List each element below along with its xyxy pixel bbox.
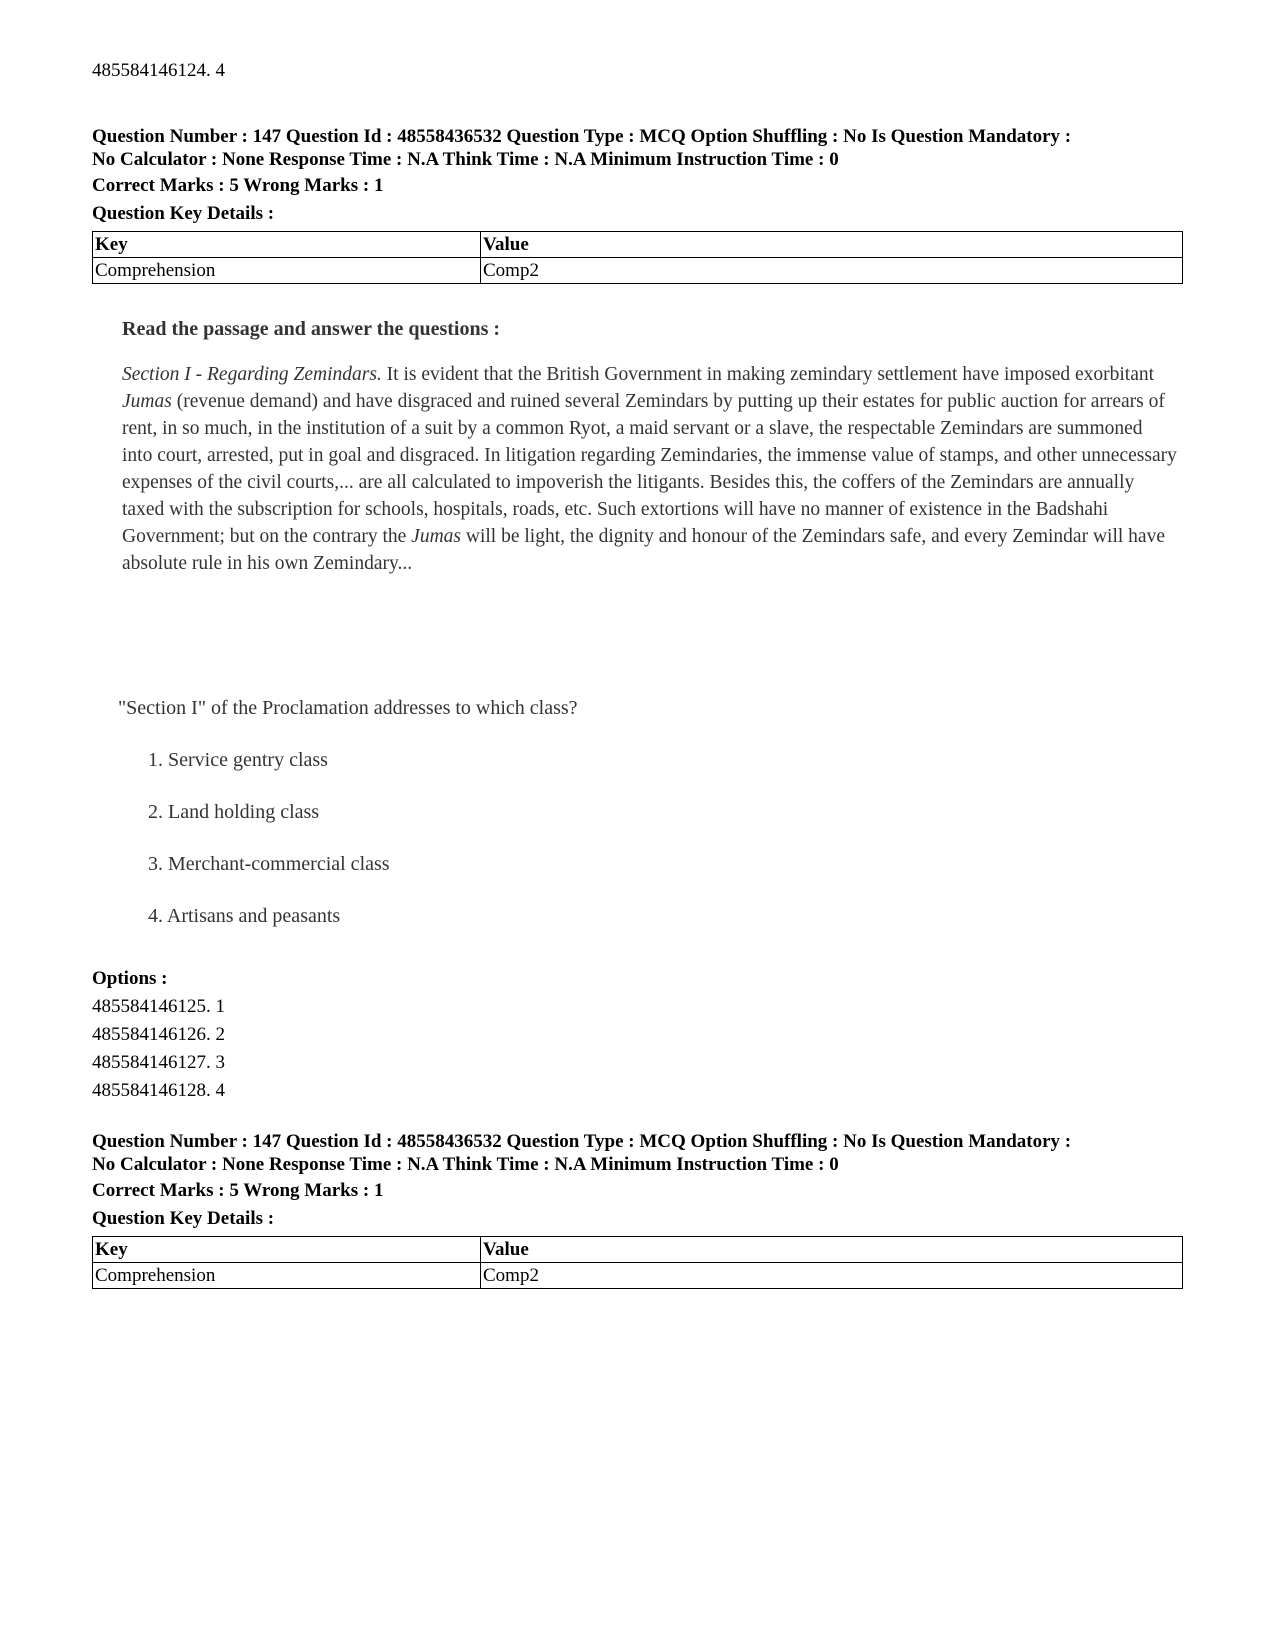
next-question-meta (92, 1130, 1192, 1176)
key-table-header-row (93, 232, 1183, 258)
passage-text-3: will be light, the dignity and honour of the Zemindars safe, and every Zemindar will have absolute rule in his own Zemindary... (122, 526, 1165, 574)
passage-body (122, 361, 1177, 577)
question-key-table (92, 231, 1183, 284)
options-label: Options : (92, 968, 168, 989)
question-choice-4: 4. Artisans and peasants (148, 905, 341, 927)
next-key-table-header-value: Value (481, 1237, 1183, 1263)
passage-text-1: It is evident that the British Government in making zemindary settlement have imposed exorbitant (381, 364, 1155, 385)
key-table-row (93, 258, 1183, 284)
key-table-cell-key: Comprehension (93, 258, 481, 284)
option-line-3: 485584146127. 3 (92, 1052, 225, 1073)
option-line-4: 485584146128. 4 (92, 1080, 225, 1101)
next-key-table-header-row (93, 1237, 1183, 1263)
question-marks: Correct Marks : 5 Wrong Marks : 1 (92, 175, 384, 196)
next-question-key-details-label: Question Key Details : (92, 1208, 275, 1229)
question-stem: "Section I" of the Proclamation addresses to which class? (118, 697, 578, 719)
question-key-details-label: Question Key Details : (92, 203, 275, 224)
passage-term-jumas-1: Jumas (122, 391, 172, 412)
question-meta-line-2: No Calculator : None Response Time : N.A Think Time : N.A Minimum Instruction Time : 0 (92, 149, 839, 170)
question-meta-line-1: Question Number : 147 Question Id : 48558436532 Question Type : MCQ Option Shuffling : No Is Question Mandatory : (92, 126, 1072, 147)
key-table-cell-value: Comp2 (481, 258, 1183, 284)
passage-term-jumas-2: Jumas (411, 526, 461, 547)
passage-title: Read the passage and answer the questions : (122, 318, 501, 340)
next-question-meta-line-1: Question Number : 147 Question Id : 48558436532 Question Type : MCQ Option Shuffling : No Is Question Mandatory : (92, 1131, 1072, 1152)
option-line-2: 485584146126. 2 (92, 1024, 225, 1045)
next-key-table-row (93, 1263, 1183, 1289)
question-meta (92, 125, 1192, 171)
passage-section-label: Section I - Regarding Zemindars. (122, 364, 382, 385)
question-choice-1: 1. Service gentry class (148, 749, 328, 771)
next-key-table-cell-value: Comp2 (481, 1263, 1183, 1289)
key-table-header-value: Value (481, 232, 1183, 258)
question-choice-3: 3. Merchant-commercial class (148, 853, 390, 875)
next-key-table-header-key: Key (93, 1237, 481, 1263)
next-question-marks: Correct Marks : 5 Wrong Marks : 1 (92, 1180, 384, 1201)
passage-image (112, 318, 1177, 577)
passage-text-2: (revenue demand) and have disgraced and ruined several Zemindars by putting up their estates for public auction for arrears of rent, in so much, in the institution of a suit by a common Ryot, a maid servant or a slave, the respectable Zemindars are summoned into court, arrested, put in goal and disgraced. In litigation regarding Zemindaries, the immense value of stamps, and other unnecessary expenses of the civil courts,... are all calculated to impoverish the litigants. Besides this, the coffers of the Zemindars are annually taxed with the subscription for schools, hospitals, roads, etc. Such extortions will have no manner of existence in the Badshahi Government; but on the contrary the (122, 391, 1177, 547)
key-table-header-key: Key (93, 232, 481, 258)
next-question-key-table (92, 1236, 1183, 1289)
next-question-meta-line-2: No Calculator : None Response Time : N.A Think Time : N.A Minimum Instruction Time : 0 (92, 1154, 839, 1175)
previous-option-line: 485584146124. 4 (92, 60, 225, 81)
question-choice-2: 2. Land holding class (148, 801, 320, 823)
option-line-1: 485584146125. 1 (92, 996, 225, 1017)
next-key-table-cell-key: Comprehension (93, 1263, 481, 1289)
